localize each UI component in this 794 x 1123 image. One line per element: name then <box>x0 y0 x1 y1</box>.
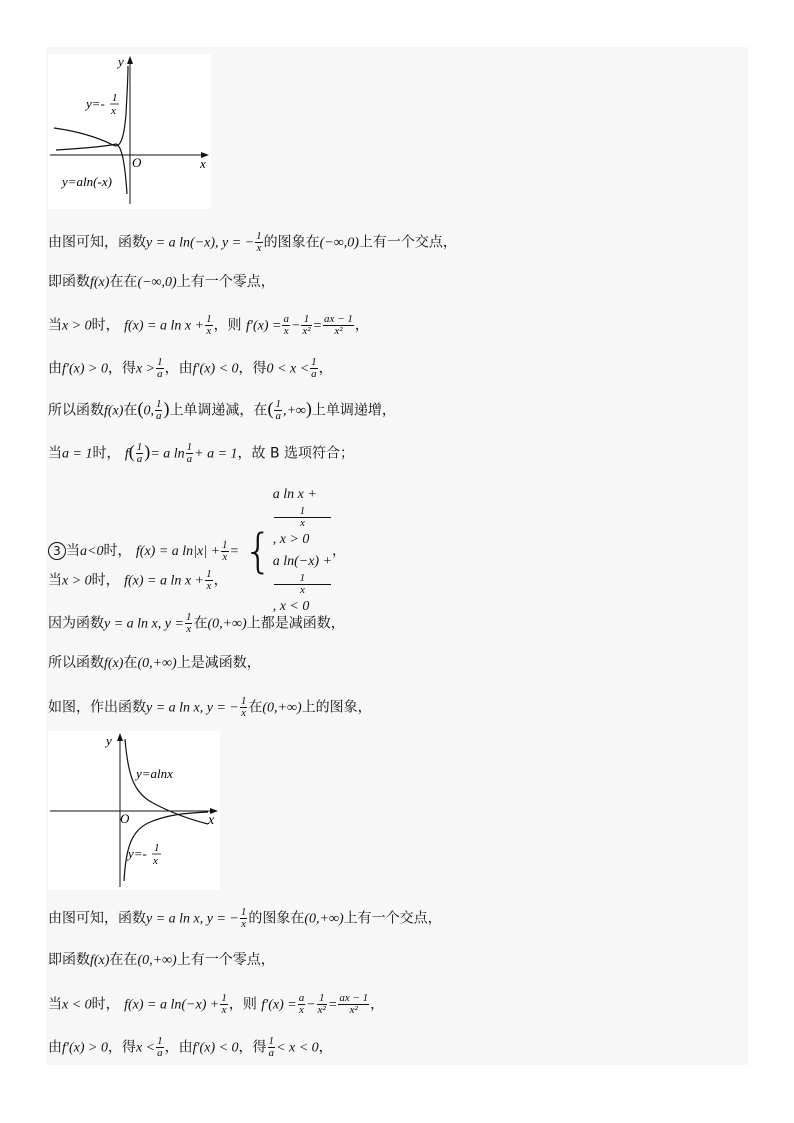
math: a = 1 <box>62 446 93 462</box>
math: (0,+∞) <box>137 656 177 671</box>
fraction: $\frac{1}{x}$ <box>222 538 228 563</box>
y-axis-arrow <box>117 733 123 741</box>
math: 0 < x < <box>266 361 310 377</box>
math: (0,+∞) <box>207 616 247 632</box>
text-line-6 <box>48 442 354 465</box>
math: x > <box>135 361 156 377</box>
paren: ( <box>267 398 274 419</box>
text: ， <box>213 572 228 589</box>
text: ，由 <box>164 360 193 377</box>
math: (0,+∞) <box>304 911 344 927</box>
text: 在 <box>123 402 138 419</box>
text: 如图，作出函数 <box>48 699 146 716</box>
text-line-13 <box>48 951 275 970</box>
fraction: $\frac{1}{x}$ <box>185 611 192 635</box>
math: − <box>290 318 301 334</box>
math: + a = 1 <box>194 446 238 462</box>
math: f′(x) < 0 <box>192 361 239 377</box>
label-aln-negx: y=aln(-x) <box>62 174 112 189</box>
math: f(x) <box>104 403 124 419</box>
math: f′(x) = <box>261 997 297 1013</box>
paren: ( <box>128 441 135 462</box>
text-line-3 <box>48 314 369 337</box>
fraction: $\frac{1}{\text{x²}}$ <box>317 992 326 1016</box>
text-line-11 <box>48 696 372 719</box>
math: f(x) <box>90 953 110 968</box>
text: 上单调递减，在 <box>169 402 268 419</box>
figure-1 <box>48 54 211 209</box>
math: f(x) = a ln|x| + <box>135 544 221 559</box>
text: 上单调递增， <box>311 402 396 419</box>
text: 因为函数 <box>48 615 104 632</box>
math: a<0 <box>80 544 104 559</box>
fraction: $\frac{1}{a}$ <box>275 398 281 422</box>
text: 的图象在 <box>263 234 320 251</box>
x-axis-label: x <box>200 156 206 171</box>
fraction: $\frac{1}{x}$ <box>206 313 212 337</box>
text: 时， <box>91 996 120 1013</box>
math: < x < 0 <box>276 1040 319 1056</box>
text: ，得 <box>238 360 267 377</box>
text: 的图象在 <box>248 910 305 927</box>
text: 在在 <box>109 952 138 968</box>
math: f′(x) = <box>246 318 282 334</box>
label-neg-reciprocal: y=- <box>128 846 147 861</box>
math: y = a ln x, y = − <box>146 700 239 716</box>
text: 时， <box>92 445 121 462</box>
text: ，得 <box>107 1039 136 1056</box>
left-brace: { <box>243 524 273 578</box>
text: 当 <box>48 445 62 462</box>
text: 由图可知，函数 <box>48 234 146 251</box>
figure-1-graph <box>48 54 211 209</box>
math: x < <box>135 1040 156 1056</box>
piecewise-cases <box>273 484 332 618</box>
fraction: $\frac{1}{x}$ <box>240 906 247 930</box>
text: 时， <box>91 572 120 589</box>
text: 当 <box>48 317 62 334</box>
text: 在 <box>123 655 138 671</box>
text: ，得 <box>238 1039 267 1056</box>
text: 时， <box>103 543 132 559</box>
math: = <box>327 997 338 1013</box>
text-line-7 <box>48 484 347 614</box>
fraction: $\frac{1}{a}$ <box>157 1035 163 1059</box>
text-line-4 <box>48 357 333 380</box>
math: = <box>312 318 323 334</box>
label-neg-reciprocal: y=- <box>86 96 105 111</box>
fraction: $\frac{1}{a}$ <box>311 356 317 380</box>
text: ， <box>318 360 333 377</box>
text: 当 <box>48 996 62 1013</box>
text: ， <box>332 543 347 559</box>
text: 所以函数 <box>48 655 104 671</box>
label-neg-reciprocal-num: 1 <box>154 842 160 854</box>
text-line-12 <box>48 907 442 930</box>
text-line-9 <box>48 612 345 635</box>
text: 由图可知，函数 <box>48 910 146 927</box>
text-line-2 <box>48 273 275 292</box>
text: 由 <box>48 1039 62 1056</box>
fraction: $\frac{1}{a}$ <box>268 1035 275 1059</box>
y-axis-label: y <box>106 733 112 748</box>
text-line-8 <box>48 569 228 592</box>
paren: ) <box>144 441 151 462</box>
fraction: $\frac{ax - 1}{\text{x²}}$ <box>324 313 353 337</box>
fraction: $\frac{1}{a}$ <box>155 398 162 422</box>
math: (0,+∞) <box>137 953 177 968</box>
fraction: $\frac{1}{x}$ <box>206 568 212 592</box>
origin-label: O <box>132 155 142 170</box>
math: (−∞,0) <box>137 275 177 290</box>
text: ， <box>370 996 385 1013</box>
fraction: $\frac{1}{x}$ <box>256 230 262 254</box>
y-axis-label: y <box>118 54 124 69</box>
text: ，由 <box>164 1039 193 1056</box>
label-neg-reciprocal-den: x <box>111 105 116 117</box>
label-neg-reciprocal-den: x <box>153 855 158 867</box>
text-line-10 <box>48 654 261 673</box>
math: y = a ln x, y = − <box>146 911 239 927</box>
text: 上都是减函数， <box>246 615 345 632</box>
math: f′(x) > 0 <box>62 1040 108 1056</box>
text: ， <box>354 317 369 334</box>
paren: ) <box>305 398 312 419</box>
text: 当 <box>66 543 80 559</box>
label-alnx: y=alnx <box>136 766 173 781</box>
math: f′(x) < 0 <box>192 1040 239 1056</box>
text-line-14 <box>48 993 384 1016</box>
circled-number: 3 <box>48 542 66 560</box>
math: x < 0 <box>62 997 92 1013</box>
text: 上有一个交点， <box>343 910 442 927</box>
fraction: $\frac{1}{a}$ <box>157 356 163 380</box>
text: ，故 B 选项符合； <box>237 445 355 462</box>
math: (−∞,0) <box>319 235 359 251</box>
text: 当 <box>48 572 62 589</box>
case-negative: a ln(−x) + 1 x , x < 0 <box>272 554 333 614</box>
math: f <box>124 446 129 462</box>
figure-2-graph <box>48 731 220 890</box>
fraction: $\frac{a}{x}$ <box>298 992 305 1016</box>
x-axis-label: x <box>208 813 215 828</box>
text: 在 <box>193 615 208 632</box>
case-positive: a ln x + 1 x , x > 0 <box>273 484 332 551</box>
fraction: $\frac{1}{x}$ <box>221 992 227 1016</box>
math: f(x) = a ln x + <box>124 573 205 589</box>
fraction: $\frac{ax - 1}{\text{x²}}$ <box>339 992 369 1016</box>
math: y = a ln x, y = <box>104 616 184 632</box>
text: ，则 <box>213 317 242 334</box>
math: 0 <box>143 403 151 419</box>
math: f(x) = a ln x + <box>124 318 205 334</box>
text: ，得 <box>107 360 136 377</box>
math: x > 0 <box>62 573 92 589</box>
text: ， <box>318 1039 333 1056</box>
math: = a ln <box>150 446 185 462</box>
origin-label: O <box>120 811 130 826</box>
fraction: $\frac{1}{x}$ <box>240 695 247 719</box>
math: y = a ln(−x), y = − <box>146 235 255 251</box>
y-axis-arrow <box>127 56 133 64</box>
text: 时， <box>91 317 120 334</box>
math: f′(x) > 0 <box>62 361 108 377</box>
math: f(x) <box>90 275 110 290</box>
text-line-1 <box>48 231 457 254</box>
math: − <box>306 997 316 1013</box>
paren: ( <box>137 398 144 419</box>
text: 上有一个零点， <box>176 952 275 968</box>
math: ,+∞ <box>282 403 306 419</box>
math: = <box>229 544 239 559</box>
math: f(x) = a ln(−x) + <box>124 997 220 1013</box>
text: ，则 <box>228 996 257 1013</box>
label-neg-reciprocal-num: 1 <box>112 92 118 104</box>
text: 上的图象， <box>301 699 372 716</box>
text: 在 <box>248 699 263 716</box>
figure-2 <box>48 731 220 890</box>
text: 上是减函数， <box>176 655 261 671</box>
fraction: $\frac{a}{x}$ <box>283 313 289 337</box>
text: 所以函数 <box>48 402 104 419</box>
text: 上有一个零点， <box>176 274 275 290</box>
text: 即函数 <box>48 274 90 290</box>
math: f(x) <box>104 656 124 671</box>
text: 在在 <box>109 274 138 290</box>
text-line-15 <box>48 1036 333 1059</box>
math: (0,+∞) <box>262 700 302 716</box>
fraction: $\frac{1}{a}$ <box>136 441 143 465</box>
fraction: $\frac{1}{\text{x²}}$ <box>302 313 311 337</box>
text: 由 <box>48 360 62 377</box>
fraction: $\frac{1}{a}$ <box>186 441 193 465</box>
text-line-5: 所以函数f(x)在(0, $\frac{1}{a}$ )上单调递减，在( $\frac{1}{a}$ ,+∞)上单调递增， <box>48 398 396 422</box>
text: 上有一个交点， <box>358 234 457 251</box>
math: x > 0 <box>62 318 92 334</box>
paren: ) <box>163 398 170 419</box>
text: 即函数 <box>48 952 90 968</box>
